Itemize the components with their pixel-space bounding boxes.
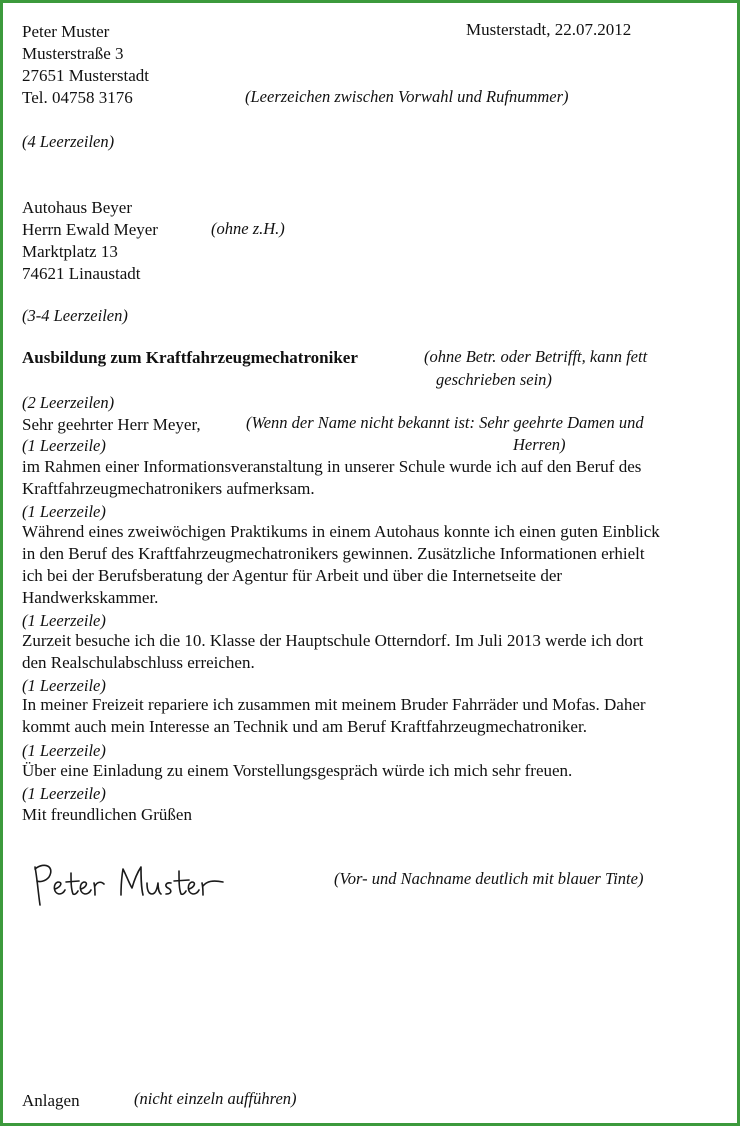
salutation: Sehr geehrter Herr Meyer, <box>22 415 201 434</box>
signature-note: (Vor- und Nachname deutlich mit blauer Tinte) <box>334 869 644 888</box>
paragraph-2-line-3: ich bei der Berufsberatung der Agentur für Arbeit und über die Internetseite der <box>22 566 563 585</box>
recipient-street: Marktplatz 13 <box>22 242 118 261</box>
closing: Mit freundlichen Grüßen <box>22 805 192 824</box>
subject-note-line-1: (ohne Betr. oder Betrifft, kann fett <box>424 347 648 366</box>
sender-phone: Tel. 04758 3176 <box>22 88 133 107</box>
phone-note: (Leerzeichen zwischen Vorwahl und Rufnummer) <box>245 87 569 106</box>
recipient-person: Herrn Ewald Meyer <box>22 220 158 239</box>
subject-note-line-2: geschrieben sein) <box>436 370 552 389</box>
handwritten-signature <box>29 855 229 913</box>
recipient-city: 74621 Linaustadt <box>22 264 141 283</box>
note-2-blank-lines: (2 Leerzeilen) <box>22 393 115 412</box>
recipient-company: Autohaus Beyer <box>22 198 133 217</box>
sender-street: Musterstraße 3 <box>22 44 124 63</box>
paragraph-2-line-4: Handwerkskammer. <box>22 588 159 607</box>
note-1-blank-line: (1 Leerzeile) <box>22 741 106 760</box>
sender-city: 27651 Musterstadt <box>22 66 150 85</box>
note-1-blank-line: (1 Leerzeile) <box>22 784 106 803</box>
attachments-label: Anlagen <box>22 1091 80 1110</box>
paragraph-4-line-1: In meiner Freizeit repariere ich zusammen mit meinem Bruder Fahrräder und Mofas. Daher <box>22 695 646 714</box>
note-1-blank-line: (1 Leerzeile) <box>22 611 106 630</box>
paragraph-4-line-2: kommt auch mein Interesse an Technik und am Beruf Kraftfahrzeugmechatroniker. <box>22 717 587 736</box>
paragraph-1-line-2: Kraftfahrzeugmechatronikers aufmerksam. <box>22 479 315 498</box>
paragraph-3-line-2: den Realschulabschluss erreichen. <box>22 653 255 672</box>
paragraph-1-line-1: im Rahmen einer Informationsveranstaltung in unserer Schule wurde ich auf den Beruf des <box>22 457 642 476</box>
note-1-blank-line: (1 Leerzeile) <box>22 502 106 521</box>
attachments-note: (nicht einzeln aufführen) <box>134 1089 297 1108</box>
note-1-blank-line: (1 Leerzeile) <box>22 436 106 455</box>
salutation-note-line-2: Herren) <box>513 435 566 454</box>
subject-line: Ausbildung zum Kraftfahrzeugmechatroniker <box>22 348 358 367</box>
note-1-blank-line: (1 Leerzeile) <box>22 676 106 695</box>
salutation-note-line-1: (Wenn der Name nicht bekannt ist: Sehr geehrte Damen und <box>246 413 644 432</box>
paragraph-3-line-1: Zurzeit besuche ich die 10. Klasse der Hauptschule Otterndorf. Im Juli 2013 werde ich dort <box>22 631 644 650</box>
sender-name: Peter Muster <box>22 22 110 41</box>
paragraph-2-line-2: in den Beruf des Kraftfahrzeugmechatronikers gewinnen. Zusätzliche Informationen erhielt <box>22 544 645 563</box>
note-3-4-blank-lines: (3-4 Leerzeilen) <box>22 306 128 325</box>
recipient-person-note: (ohne z.H.) <box>211 219 285 238</box>
place-date: Musterstadt, 22.07.2012 <box>466 20 632 39</box>
note-4-blank-lines: (4 Leerzeilen) <box>22 132 115 151</box>
paragraph-2-line-1: Während eines zweiwöchigen Praktikums in einem Autohaus konnte ich einen guten Einblick <box>22 522 660 541</box>
paragraph-5-line-1: Über eine Einladung zu einem Vorstellungsgespräch würde ich mich sehr freuen. <box>22 761 573 780</box>
